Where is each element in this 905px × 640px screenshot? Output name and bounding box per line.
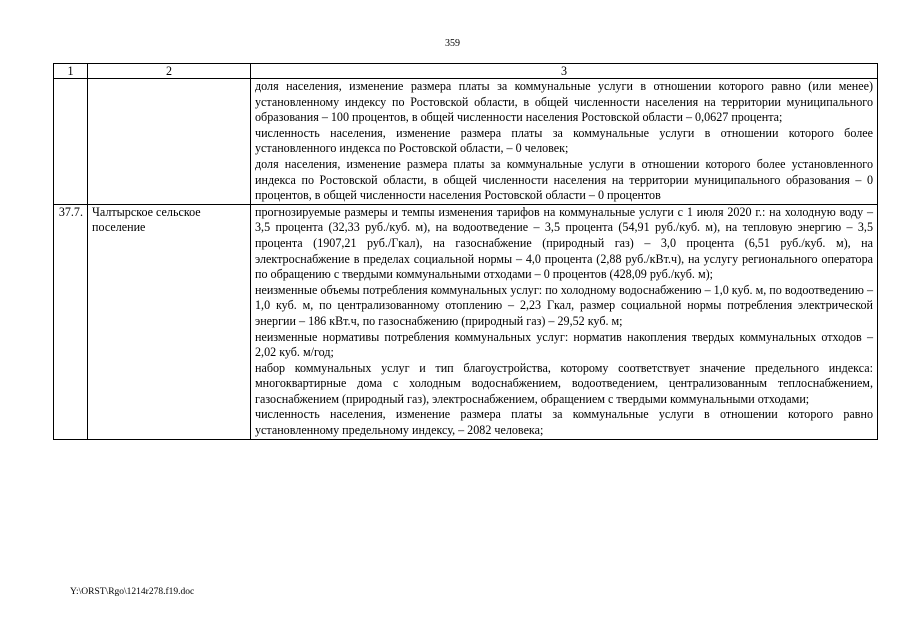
page-number: 359: [445, 38, 460, 49]
table-row: [54, 79, 878, 205]
paragraph: неизменные нормативы потребления коммунальных услуг: норматив накопления твердых коммунальных отходов – 2,02 куб. м/год;: [255, 329, 873, 360]
row-text: [251, 204, 878, 439]
paragraph: численность населения, изменение размера платы за коммунальные услуги в отношении которого более установленного индекса по Ростовской области, – 0 человек;: [255, 125, 873, 156]
column-header-3: 3: [251, 64, 878, 79]
file-path-footer: Y:\ORST\Rgo\1214r278.f19.doc: [70, 587, 195, 597]
column-header-2: 2: [88, 64, 251, 79]
table-row: [54, 204, 878, 439]
paragraph: неизменные объемы потребления коммунальных услуг: по холодному водоснабжению – 1,0 куб. м, по водоотведению – 1,0 куб. м, по централизованному отоплению – 2,23 Гкал, размер социальной нормы потребления электрической энергии – 186 кВт.ч, по газоснабжению (природный газ) – 29,52 куб. м;: [255, 282, 873, 328]
column-header-1: 1: [54, 64, 88, 79]
row-name: [88, 79, 251, 205]
row-text: [251, 79, 878, 205]
paragraph: численность населения, изменение размера платы за коммунальные услуги в отношении которого равно установленному предельному индексу, – 2082 человека;: [255, 407, 873, 438]
paragraph: доля населения, изменение размера платы за коммунальные услуги в отношении которого более установленного индекса по Ростовской области, в общей численности населения на территории муниципального образования – 0 процентов, в общей численности населения Ростовской области – 0 процентов: [255, 156, 873, 203]
row-number: 37.7.: [54, 204, 88, 439]
paragraph: прогнозируемые размеры и темпы изменения тарифов на коммунальные услуги с 1 июля 2020 г.: на холодную воду – 3,5 процента (32,33 руб./куб. м), на водоотведение – 3,5 процента (54,91 руб./куб. м), на тепловую энергию – 3,5 процента (1907,21 руб./Гкал), на газоснабжение (природный газ) – 3,0 процента (6,51 руб./куб. м), на электроснабжение в пределах социальной нормы – 4,0 процента (2,88 руб./кВт.ч), на услугу регионального оператора по обращению с твердыми коммунальными отходами – 0 процентов (428,09 руб./куб. м);: [255, 204, 873, 282]
row-name: Чалтырское сельское поселение: [88, 204, 251, 439]
paragraph: доля населения, изменение размера платы за коммунальные услуги в отношении которого равно (или менее) установленному индексу по Ростовской области, в общей численности населения на территории муниципального образования – 100 процентов, в общей численности населения Ростовской области – 0,0627 процента;: [255, 79, 873, 125]
row-number: [54, 79, 88, 205]
table-header-row: [54, 64, 878, 79]
paragraph: набор коммунальных услуг и тип благоустройства, которому соответствует значение предельного индекса: многоквартирные дома с холодным водоснабжением, водоотведением, централизованным теплоснабжением, газоснабжением (природный газ), электроснабжением, обращением с твердыми коммунальными отходами;: [255, 360, 873, 406]
document-table: [53, 63, 878, 440]
